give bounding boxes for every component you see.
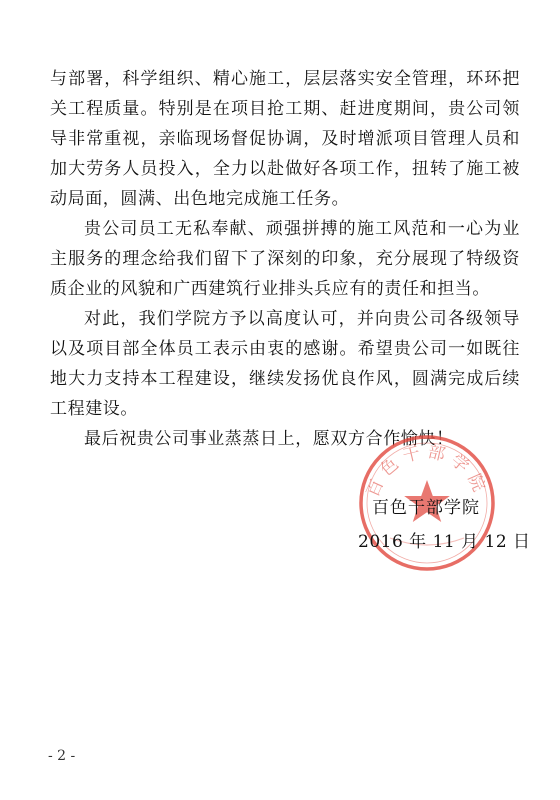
- paragraph-closing: 最后祝贵公司事业蒸蒸日上，愿双方合作愉快！: [84, 429, 454, 449]
- letter-body: [50, 64, 520, 454]
- page-number: - 2 -: [48, 748, 76, 764]
- seal-arc-text-path: 百色干部学院: [362, 442, 492, 501]
- paragraph-continued: 与部署，科学组织、精心施工，层层落实安全管理，环环把关工程质量。特别是在项目抢工期、赶进度期间，贵公司领导非常重视，亲临现场督促协调，及时增派项目管理人员和加大劳务人员投入，全力以赴做好各项工作，扭转了施工被动局面，圆满、出色地完成施工任务。: [50, 69, 520, 209]
- signature-organization: 百色干部学院: [372, 498, 480, 518]
- signature-date: 2016 年 11 月 12 日: [358, 532, 531, 552]
- paragraph-thanks: 对此，我们学院方予以高度认可，并向贵公司各级领导以及项目部全体员工表示由衷的感谢。希望贵公司一如既往地大力支持本工程建设，继续发扬优良作风，圆满完成后续工程建设。: [50, 309, 520, 419]
- paragraph-appreciation: 贵公司员工无私奉献、顽强拼搏的施工风范和一心为业主服务的理念给我们留下了深刻的印象，充分展现了特级资质企业的风貌和广西建筑行业排头兵应有的责任和担当。: [50, 219, 520, 299]
